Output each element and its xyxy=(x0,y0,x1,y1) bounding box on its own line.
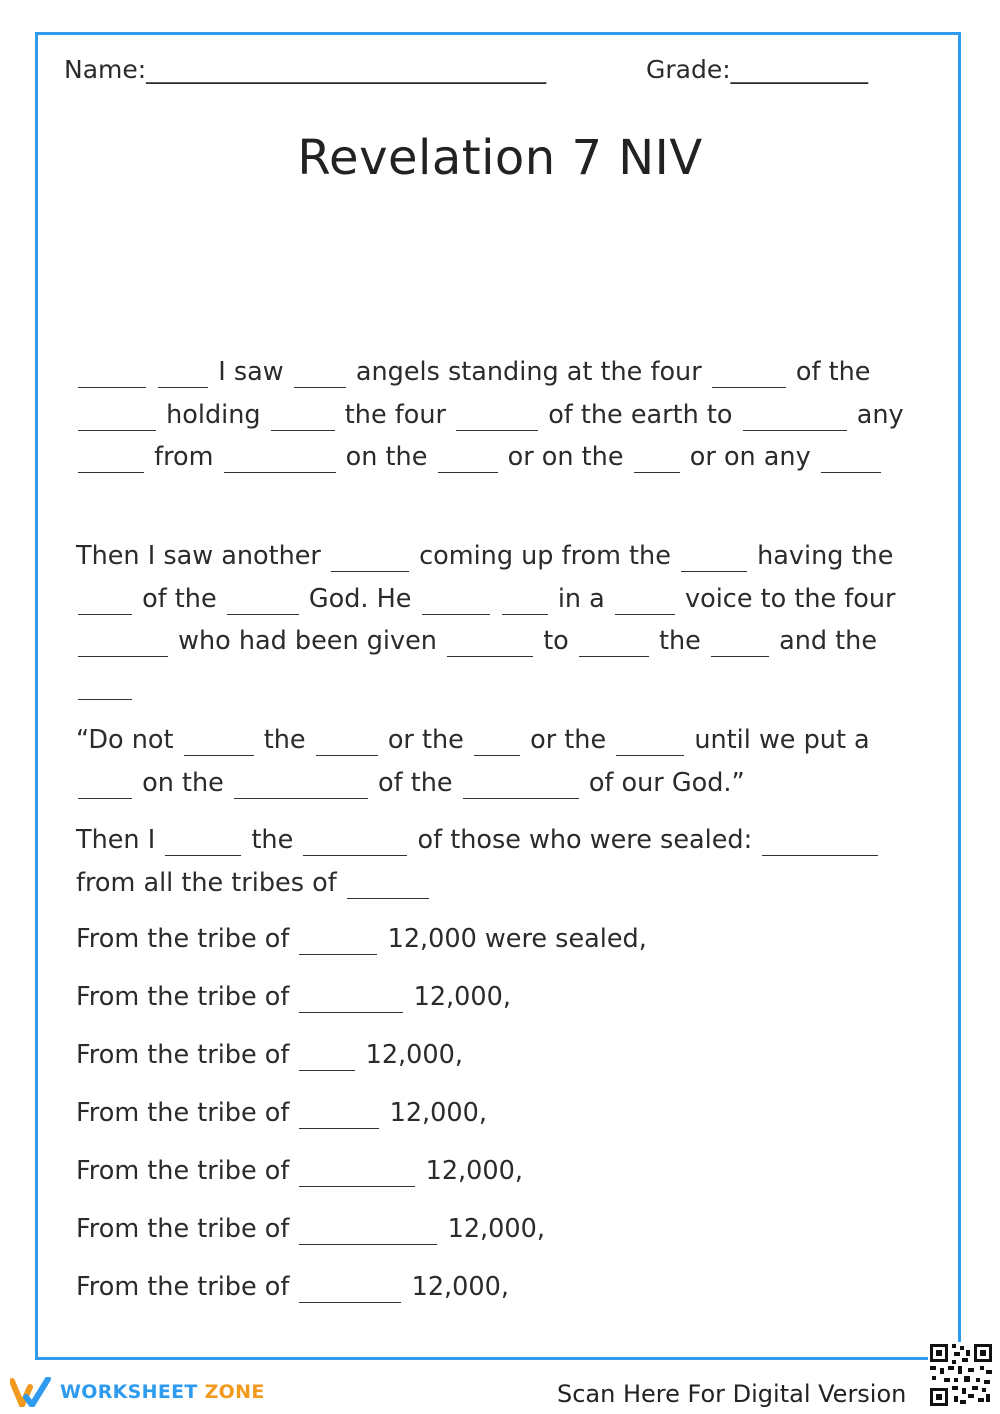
logo-word-worksheet: WORKSHEET xyxy=(60,1381,198,1403)
blank-field[interactable] xyxy=(711,630,769,657)
blank-field[interactable] xyxy=(78,673,132,700)
blank-field[interactable] xyxy=(634,446,680,473)
blank-field[interactable] xyxy=(299,1102,379,1129)
blank-field[interactable] xyxy=(743,404,847,431)
blank-field[interactable] xyxy=(474,729,520,756)
blank-field[interactable] xyxy=(303,829,407,856)
blank-field[interactable] xyxy=(78,772,132,799)
blank-field[interactable] xyxy=(78,588,132,615)
line-text: of the xyxy=(795,357,871,387)
line-text: 12,000, xyxy=(425,1156,523,1186)
line-text: the four xyxy=(344,400,446,430)
line-text: having the xyxy=(757,541,894,571)
blank-field[interactable] xyxy=(615,588,675,615)
blank-field[interactable] xyxy=(294,361,346,388)
blank-field[interactable] xyxy=(712,361,786,388)
logo-check-icon xyxy=(10,1377,52,1407)
line-text: or the xyxy=(387,725,464,755)
blank-field[interactable] xyxy=(456,404,538,431)
line-text: from xyxy=(154,442,214,472)
blank-field[interactable] xyxy=(299,928,377,955)
blank-field[interactable] xyxy=(299,1276,401,1303)
logo-word-zone: ZONE xyxy=(204,1381,265,1403)
line-text: any xyxy=(856,400,904,430)
page-title: Revelation 7 NIV xyxy=(297,130,703,186)
line-text: until we put a xyxy=(694,725,870,755)
text-line xyxy=(76,825,880,856)
line-text: of the earth to xyxy=(548,400,733,430)
text-line xyxy=(76,1156,523,1187)
name-field[interactable]: Name:________________________________ xyxy=(64,55,547,84)
qr-code-icon[interactable] xyxy=(928,1342,994,1408)
text-line xyxy=(76,357,870,388)
blank-field[interactable] xyxy=(762,829,878,856)
line-text: From the tribe of xyxy=(76,1214,290,1244)
blank-field[interactable] xyxy=(316,729,378,756)
line-text: angels standing at the four xyxy=(355,357,702,387)
scan-caption: Scan Here For Digital Version xyxy=(557,1380,907,1408)
text-line xyxy=(76,626,877,657)
text-line xyxy=(76,400,904,431)
blank-field[interactable] xyxy=(78,361,146,388)
text-line xyxy=(76,442,883,473)
blank-field[interactable] xyxy=(347,872,429,899)
line-text: 12,000, xyxy=(447,1214,545,1244)
blank-field[interactable] xyxy=(681,545,747,572)
grade-field[interactable]: Grade:___________ xyxy=(646,55,869,84)
text-line xyxy=(76,924,647,955)
line-text: the xyxy=(263,725,306,755)
line-text: Then I xyxy=(76,825,156,855)
text-line xyxy=(76,541,893,572)
text-line xyxy=(76,1098,487,1129)
text-line xyxy=(76,1272,509,1303)
blank-field[interactable] xyxy=(184,729,254,756)
line-text: From the tribe of xyxy=(76,1156,290,1186)
line-text: of the xyxy=(378,768,453,798)
blank-field[interactable] xyxy=(271,404,335,431)
blank-field[interactable] xyxy=(447,630,533,657)
line-text: From the tribe of xyxy=(76,1098,290,1128)
line-text: or on any xyxy=(689,442,811,472)
line-text: on the xyxy=(142,768,224,798)
line-text: 12,000 were sealed, xyxy=(387,924,647,954)
line-text: From the tribe of xyxy=(76,924,290,954)
blank-field[interactable] xyxy=(158,361,208,388)
line-text: “Do not xyxy=(76,725,174,755)
blank-field[interactable] xyxy=(438,446,498,473)
blank-field[interactable] xyxy=(299,1160,415,1187)
line-text: the xyxy=(251,825,294,855)
blank-field[interactable] xyxy=(224,446,336,473)
line-text: 12,000, xyxy=(411,1272,509,1302)
line-text: 12,000, xyxy=(389,1098,487,1128)
blank-field[interactable] xyxy=(422,588,490,615)
line-text: of those who were sealed: xyxy=(417,825,753,855)
line-text: to xyxy=(543,626,569,656)
line-text: who had been given xyxy=(178,626,437,656)
blank-field[interactable] xyxy=(821,446,881,473)
text-line xyxy=(76,1214,545,1245)
logo-wordmark xyxy=(60,1381,265,1403)
blank-field[interactable] xyxy=(299,1044,355,1071)
blank-field[interactable] xyxy=(165,829,241,856)
blank-field[interactable] xyxy=(616,729,684,756)
line-text: 12,000, xyxy=(365,1040,463,1070)
blank-field[interactable] xyxy=(299,986,403,1013)
line-text: in a xyxy=(557,584,605,614)
blank-field[interactable] xyxy=(78,404,156,431)
line-text: From the tribe of xyxy=(76,1272,290,1302)
line-text: God. He xyxy=(308,584,412,614)
worksheetzone-logo xyxy=(10,1376,265,1408)
line-text: 12,000, xyxy=(413,982,511,1012)
line-text: of our God.” xyxy=(588,768,745,798)
line-text: the xyxy=(659,626,701,656)
text-line xyxy=(76,982,511,1013)
blank-field[interactable] xyxy=(227,588,299,615)
line-text: From the tribe of xyxy=(76,982,290,1012)
blank-field[interactable] xyxy=(234,772,368,799)
line-text: on the xyxy=(345,442,428,472)
text-line xyxy=(76,669,134,700)
blank-field[interactable] xyxy=(78,630,168,657)
line-text: I saw xyxy=(218,357,284,387)
blank-field[interactable] xyxy=(331,545,409,572)
blank-field[interactable] xyxy=(579,630,649,657)
blank-field[interactable] xyxy=(463,772,579,799)
line-text: From the tribe of xyxy=(76,1040,290,1070)
text-line xyxy=(76,584,896,615)
line-text: voice to the four xyxy=(685,584,896,614)
line-text: coming up from the xyxy=(419,541,671,571)
line-text: Then I saw another xyxy=(76,541,321,571)
line-text: or on the xyxy=(507,442,624,472)
line-text: holding xyxy=(166,400,261,430)
blank-field[interactable] xyxy=(502,588,548,615)
line-text: or the xyxy=(530,725,607,755)
blank-field[interactable] xyxy=(299,1218,437,1245)
blank-field[interactable] xyxy=(78,446,144,473)
text-line xyxy=(76,768,745,799)
line-text: and the xyxy=(779,626,878,656)
text-line xyxy=(76,868,431,899)
text-line xyxy=(76,1040,463,1071)
line-text: from all the tribes of xyxy=(76,868,337,898)
text-line xyxy=(76,725,870,756)
line-text: of the xyxy=(142,584,217,614)
